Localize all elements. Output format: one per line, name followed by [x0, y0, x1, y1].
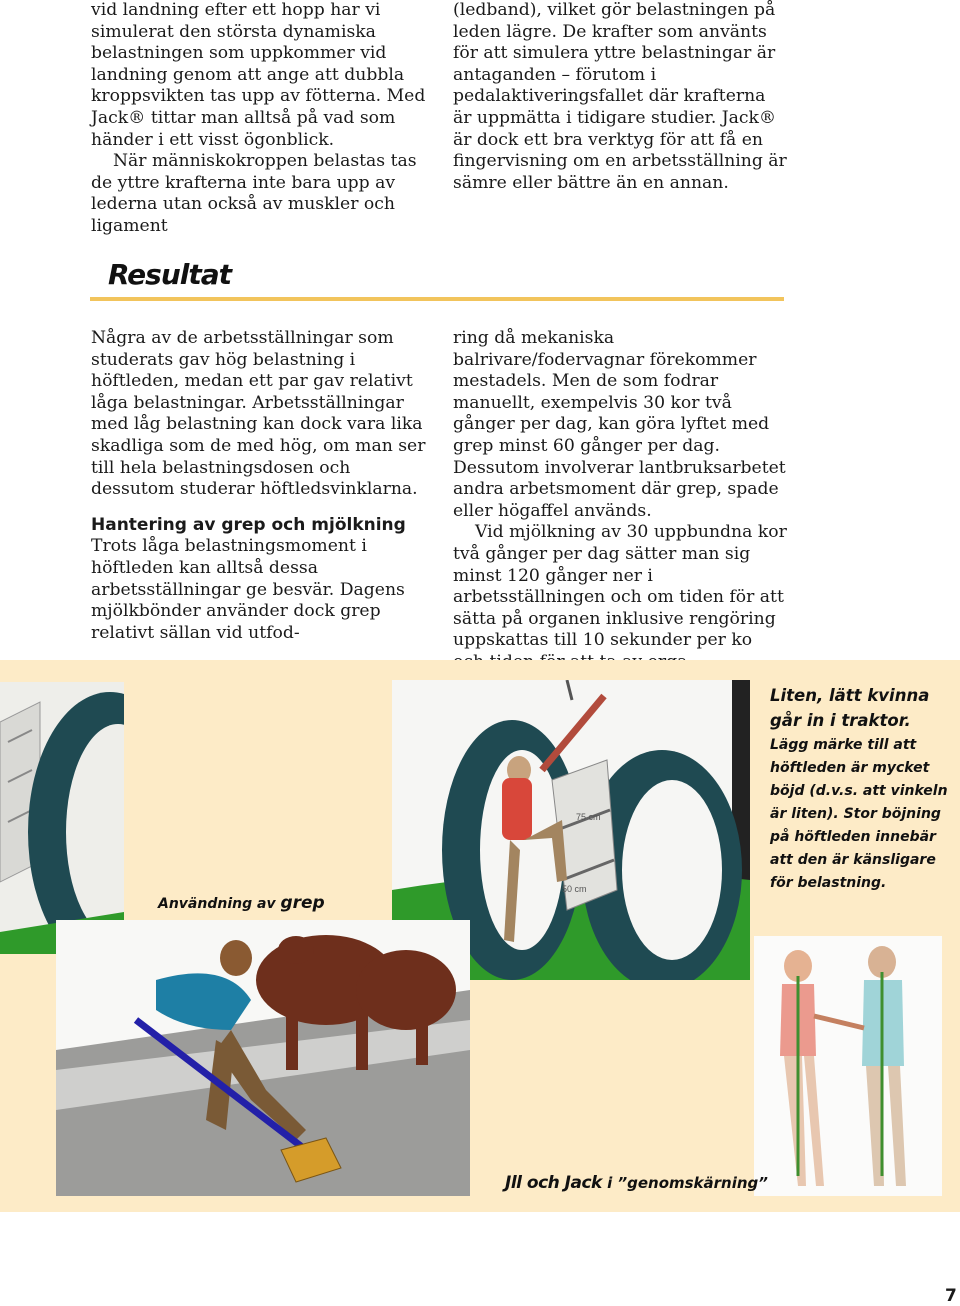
- caption-tractor-title: Liten, lätt kvinna går in i traktor.: [770, 686, 930, 730]
- tire-scene-image: [0, 682, 124, 954]
- section-heading: Resultat: [108, 258, 232, 291]
- caption-jill-jack-rest: i ”genomskärning”: [601, 1174, 768, 1192]
- body-paragraph: Några av de arbetsställningar som studerats gav hög belastning i höftleden, medan ett par gav relativt låga belastningar. Arbetsställningar med låg belastning kan dock vara lika skadliga som de med hög, om man ser till hela belastningsdosen och dessutom studerar höftledsvinklarna.: [91, 328, 426, 500]
- grep-cows-image: [56, 920, 470, 1196]
- section-rule: [90, 297, 784, 301]
- ladder-label-75: 75 cm: [576, 812, 601, 822]
- caption-tractor-body: Lägg märke till att höftleden är mycket böjd (d.v.s. att vinkeln är liten). Stor böjning på höftleden innebär att den är känsligare för belastning.: [770, 737, 948, 891]
- caption-grep: [158, 893, 325, 913]
- caption-tractor: [770, 684, 950, 895]
- body-paragraph: vid landning efter ett hopp har vi simulerat den största dynamiska belastningen som uppkommer vid landning genom att ange att dubbla kroppsvikten tas upp av fötterna. Med Jack® tittar man alltså på vad som händer i ett visst ögonblick.: [91, 0, 426, 150]
- body-paragraph: (ledband), vilket gör belastningen på leden lägre. De krafter som använts för att simulera yttre belastningar är antaganden – förutom i pedalaktiveringsfallet där krafterna är uppmätta i tidigare studier. Jack® är dock ett bra verktyg för att få en fingervisning om en arbetsställning är sämre eller bättre än en annan.: [453, 0, 787, 193]
- body-paragraph: ring då mekaniska balrivare/fodervagnar förekommer mestadels. Men de som fodrar manuellt, exempelvis 30 kor två gånger per dag, kan göra lyftet med grep minst 60 gånger per dag. Dessutom involverar lantbruksarbetet andra arbetsmoment där grep, spade eller högaffel används.: [453, 328, 786, 521]
- results-column-left: [91, 328, 426, 644]
- ladder-label-50: 50 cm: [562, 884, 587, 894]
- caption-jill-jack-names: Jll och Jack: [505, 1173, 602, 1193]
- caption-grep-word: grep: [280, 893, 325, 913]
- body-paragraph: Vid mjölkning av 30 uppbundna kor två gånger per dag sätter man sig minst 120 gånger ner i arbetsställningen och om tiden för att sätta på organen inklusive rengöring uppskattas till 10 sekunder per ko: [453, 522, 787, 651]
- jill-jack-image: [754, 936, 942, 1196]
- caption-grep-prefix: Användning av: [158, 896, 281, 912]
- results-column-right: [453, 328, 788, 674]
- page-number: 7: [945, 1286, 957, 1306]
- top-column-left: [91, 0, 426, 238]
- body-paragraph: När människokroppen belastas tas de yttre krafterna inte bara upp av lederna utan också av muskler och ligament: [91, 151, 417, 236]
- top-column-right: [453, 0, 788, 194]
- subheading: Hantering av grep och mjölkning: [91, 514, 406, 535]
- caption-jill-jack: [505, 1173, 768, 1193]
- body-paragraph: Trots låga belastningsmoment i höftleden kan alltså dessa arbetsställningar ge besvär. Dagens mjölkbönder använder dock grep relativt sällan vid utfod-: [91, 536, 405, 643]
